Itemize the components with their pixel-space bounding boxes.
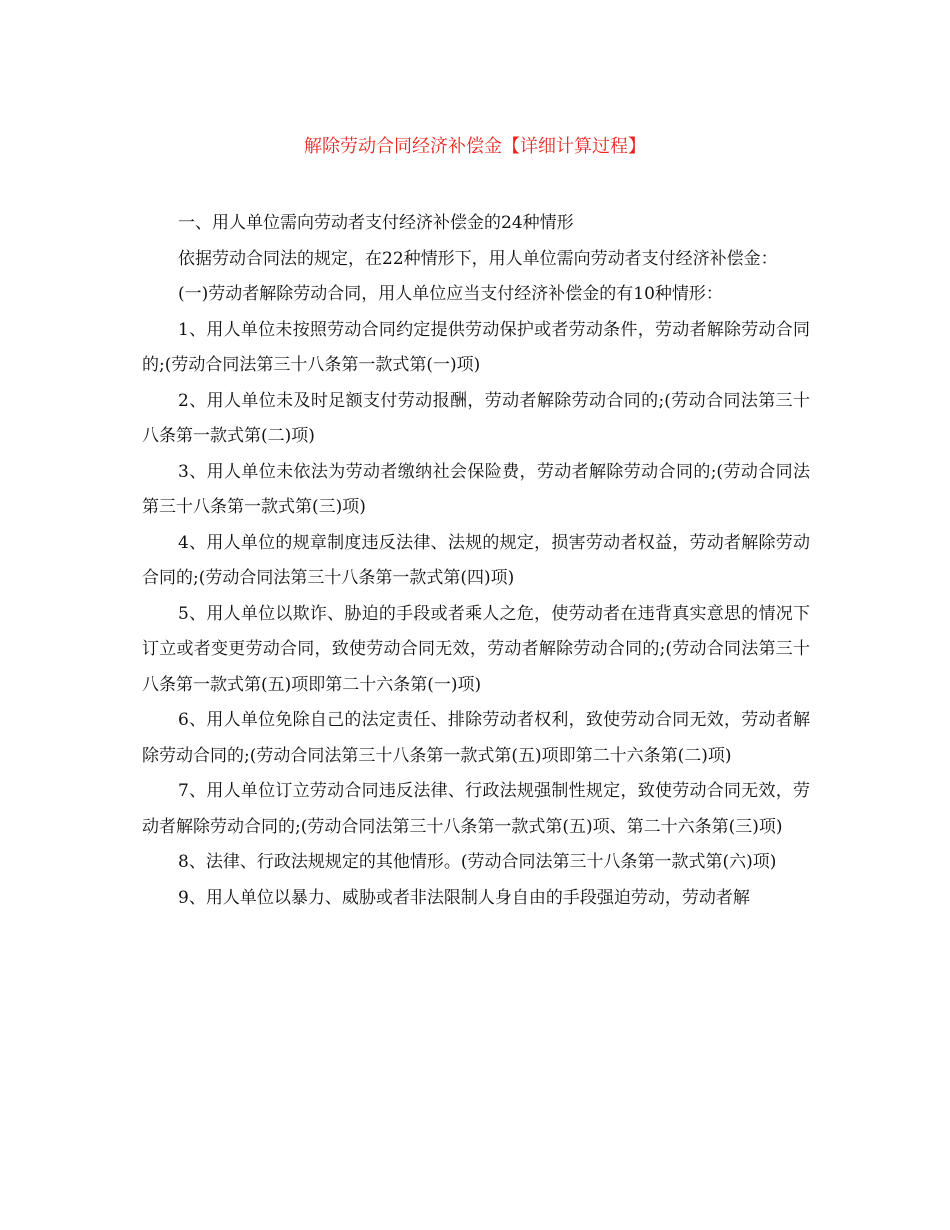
list-item-5: 5、用人单位以欺诈、胁迫的手段或者乘人之危，使劳动者在违背真实意思的情况下订立或者变更劳动合同，致使劳动合同无效，劳动者解除劳动合同的;(劳动合同法第三十八条第一款式第(五)项即第二十六条第(一)项) bbox=[142, 603, 810, 695]
subsection-heading: (一)劳动者解除劳动合同，用人单位应当支付经济补偿金的有10种情形： bbox=[178, 284, 723, 304]
list-item-2: 2、用人单位未及时足额支付劳动报酬，劳动者解除劳动合同的;(劳动合同法第三十八条第一款式第(二)项) bbox=[142, 390, 810, 446]
list-item-9: 9、用人单位以暴力、威胁或者非法限制人身自由的手段强迫劳动，劳动者解 bbox=[178, 887, 750, 908]
list-item-4: 4、用人单位的规章制度违反法律、法规的规定，损害劳动者权益，劳动者解除劳动合同的;(劳动合同法第三十八条第一款式第(四)项) bbox=[142, 532, 810, 588]
list-item-6: 6、用人单位免除自己的法定责任、排除劳动者权利，致使劳动合同无效，劳动者解除劳动合同的;(劳动合同法第三十八条第一款式第(五)项即第二十六条第(二)项) bbox=[142, 710, 810, 766]
section-heading: 一、用人单位需向劳动者支付经济补偿金的24种情形 bbox=[178, 213, 574, 233]
list-item-8: 8、法律、行政法规规定的其他情形。(劳动合同法第三十八条第一款式第(六)项) bbox=[178, 852, 777, 872]
list-item-3: 3、用人单位未依法为劳动者缴纳社会保险费，劳动者解除劳动合同的;(劳动合同法第三十八条第一款式第(三)项) bbox=[142, 461, 810, 517]
list-item-7: 7、用人单位订立劳动合同违反法律、行政法规强制性规定，致使劳动合同无效，劳动者解除劳动合同的;(劳动合同法第三十八条第一款式第(五)项、第二十六条第(三)项) bbox=[142, 781, 810, 837]
list-item-1: 1、用人单位未按照劳动合同约定提供劳动保护或者劳动条件，劳动者解除劳动合同的;(劳动合同法第三十八条第一款式第(一)项) bbox=[142, 319, 810, 375]
document-body bbox=[142, 206, 810, 916]
document-title: 解除劳动合同经济补偿金【详细计算过程】 bbox=[304, 136, 646, 157]
intro-paragraph: 依据劳动合同法的规定，在22种情形下，用人单位需向劳动者支付经济补偿金： bbox=[178, 248, 778, 269]
